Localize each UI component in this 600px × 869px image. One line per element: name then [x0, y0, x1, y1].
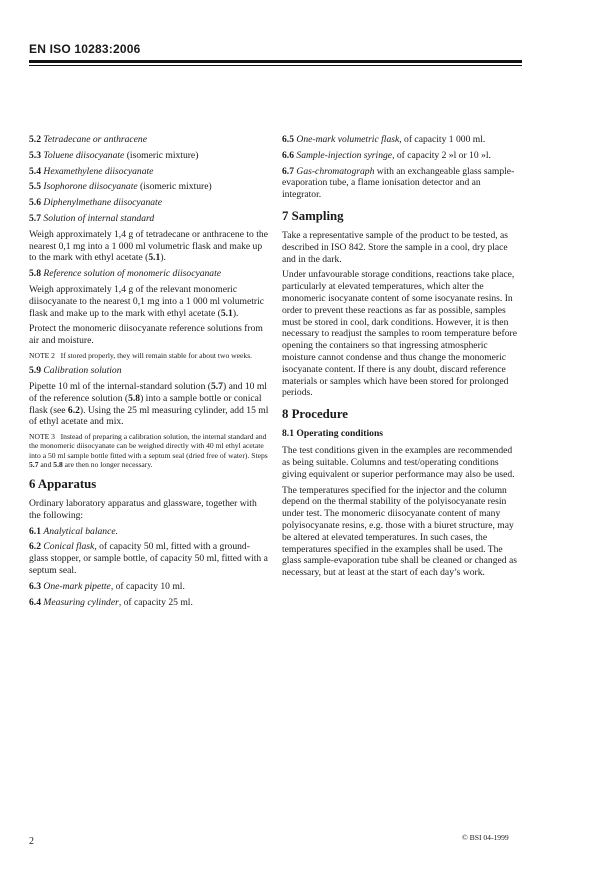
- para-sampling-2: Under unfavourable storage conditions, reactions take place, particularly at elevated temperatures, which alter the monomeric isocyanate content of some isocyanate resins. In order to prevent these reactions as far as possible, samples must be stored in cool, dark conditions. However, it is then necessary to readjust the samples to room temperature before opening the containers so that ingressing atmospheric moisture cannot condense and thus change the monomeric isocyanate content. If there is any doubt, discard reference materials or samples which have been stored for prolonged periods.: [282, 269, 517, 399]
- clause-5-8: 5.8 Reference solution of monomeric diisocyanate: [29, 268, 222, 280]
- heading-operating-conditions: 8.1 Operating conditions: [282, 428, 384, 440]
- header-rule-thin: [29, 65, 522, 66]
- left-column: [29, 134, 269, 612]
- para-5-9: Pipette 10 ml of the internal-standard solution (5.7) and 10 ml of the reference solution (5.8) into a sample bottle or conical flask (see 6.2). Using the 25 ml measuring cylinder, add 15 ml of ethyl acetate and mix.: [29, 380, 269, 428]
- clause-6-5: 6.5 One-mark volumetric flask, of capacity 1 000 ml.: [282, 134, 486, 145]
- clause-5-6: 5.6 Diphenylmethane diisocyanate: [29, 197, 162, 209]
- para-5-7: Weigh approximately 1,4 g of tetradecane or anthracene to the nearest 0,1 mg into a 1 000 ml volumetric flask and make up to the mark with ethyl acetate (5.1).: [29, 228, 268, 264]
- clause-6-6: 6.6 Sample-injection syringe, of capacity 2 »l or 10 »l.: [282, 149, 491, 161]
- para-sampling-1: Take a representative sample of the product to be tested, as described in ISO 842. Store the sample in a cool, dry place and in the dark.: [282, 229, 509, 265]
- clause-5-9: 5.9 Calibration solution: [29, 365, 122, 377]
- clause-6-3: 6.3 One-mark pipette, of capacity 10 ml.: [29, 580, 185, 592]
- para-5-8: Weigh approximately 1,4 g of the relevant monomeric diisocyanate to the nearest 0,1 mg into a 1 000 ml volumetric flask and make up to the mark with ethyl acetate (5.1).: [29, 283, 264, 319]
- clause-6-2: 6.2 Conical flask, of capacity 50 ml, fitted with a ground-glass stopper, or sample bottle, of capacity 50 ml, fitted with a septum seal.: [29, 541, 268, 576]
- note-3: NOTE 3 Instead of preparing a calibration solution, the internal standard and the monomeric diisocyanate can be weighed directly with 40 ml ethyl acetate into a 50 ml sample bottle fitted with a septum seal (dried free of water). Steps 5.7 and 5.8 are then no longer necessary.: [29, 432, 268, 469]
- clause-5-3: 5.3 Toluene diisocyanate (isomeric mixture): [29, 149, 199, 161]
- header-rule-thick: [29, 60, 522, 63]
- para-operating-1: The test conditions given in the examples are recommended as being suitable. Columns and test/operating conditions giving equivalent or superior performance may also be used.: [282, 445, 515, 480]
- para-5-8-protect: Protect the monomeric diisocyanate reference solutions from air and moisture.: [29, 323, 263, 347]
- para-operating-2: The temperatures specified for the injector and the column depend on the thermal stability of the polyisocyanate resin under test. The monomeric diisocyanate content of many polyisocyanate resins, e.g. those with a biuret structure, may be altered at elevated temperatures. In such cases, the temperatures specified in the examples shall be used. The glass sample-evaporation tube shall be cleaned or changed as necessary, but at least at the start of each day’s work.: [282, 484, 517, 579]
- copyright-notice: © BSI 04-1999: [462, 833, 509, 842]
- note-2: NOTE 2 If stored properly, they will remain stable for about two weeks.: [29, 350, 253, 360]
- clause-6-4: 6.4 Measuring cylinder, of capacity 25 ml.: [29, 596, 193, 608]
- clause-5-4: 5.4 Hexamethylene diisocyanate: [29, 165, 154, 177]
- clause-6-1: 6.1 Analytical balance.: [29, 525, 119, 537]
- para-apparatus-intro: Ordinary laboratory apparatus and glassware, together with the following:: [29, 497, 257, 521]
- heading-apparatus: 6 Apparatus: [29, 476, 97, 491]
- clause-6-7: 6.7 Gas-chromatograph with an exchangeable glass sample-evaporation tube, a flame ionisation detector and an integrator.: [282, 165, 515, 201]
- page-number: 2: [29, 836, 34, 847]
- heading-procedure: 8 Procedure: [282, 407, 348, 422]
- heading-sampling: 7 Sampling: [282, 208, 344, 223]
- clause-5-5: 5.5 Isophorone diisocyanate (isomeric mixture): [29, 181, 212, 193]
- right-column: [282, 134, 522, 583]
- clause-5-2: 5.2 Tetradecane or anthracene: [29, 134, 147, 145]
- page-header-title: EN ISO 10283:2006: [29, 42, 141, 56]
- clause-5-7: 5.7 Solution of internal standard: [29, 212, 155, 224]
